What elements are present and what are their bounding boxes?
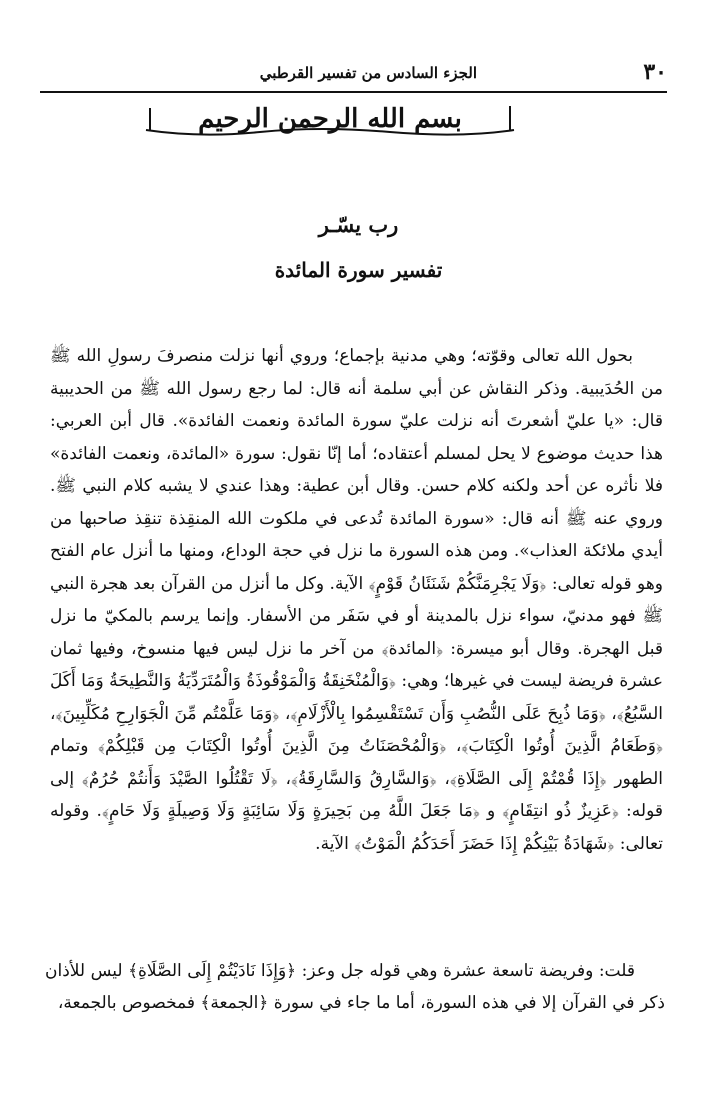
basmala-calligraphy <box>140 100 520 140</box>
note-paragraph: قلت: وفريضة تاسعة عشرة وهي قوله جل وعز: ﴿وَإِذَا نَادَيْتُمْ إِلَى الصَّلَاةِ﴾ ليس للأذان ذكر في القرآن إلا في هذه السورة، أما ما جاء في سورة ﴿الجمعة﴾ فمخصوص بالجمعة، <box>45 961 665 1013</box>
basmala-text: بسم الله الرحمن الرحيم <box>198 104 462 134</box>
surah-title: تفسير سورة المائدة <box>274 258 443 282</box>
running-title: الجزء السادس من تفسير القرطبي <box>259 64 477 82</box>
page-header <box>40 60 667 94</box>
page-number: ٣٠ <box>643 59 667 85</box>
commentary-note <box>45 955 665 1019</box>
main-paragraph: بحول الله تعالى وقوّته؛ وهي مدنية بإجماع؛ وروي أنها نزلت منصرفَ رسولِ الله ﷺ من الحُدَيبية. وذكر النقاش عن أبي سلمة أنه قال: لما رجع رسول الله ﷺ من الحديبية قال: «يا عليّ أشعرتَ أنه نزلت عليّ سورة المائدة ونعمت الفائدة». قال أبن العربي: هذا حديث موضوع لا يحل لمسلم أعتقاده؛ أما إنّا نقول: سورة «المائدة، ونعمت الفائدة» فلا نأثره عن أحد ولكنه كلام حسن. وقال أبن عطية: وهذا عندي لا يشبه كلام النبي ﷺ. وروي عنه ﷺ أنه قال: «سورة المائدة تُدعى في ملكوت الله المنقِذة تنقِذ صاحبها من أيدي ملائكة العذاب». ومن هذه السورة ما نزل في حجة الوداع، ومنها ما أنزل عام الفتح وهو قوله تعالى: ﴿وَلَا يَجْرِمَنَّكُمْ شَنَئَانُ قَوْمٍ﴾ الآية. وكل ما أنزل من القرآن بعد هجرة النبي ﷺ فهو مدنيّ، سواء نزل بالمدينة أو في سَفَر من الأسفار. وإنما يرسم بالمكيّ ما نزل قبل الهجرة. وقال أبو ميسرة: ﴿المائدة﴾ من آخر ما نزل ليس فيها منسوخ، وفيها ثمان عشرة فريضة ليست في غيرها؛ وهي: ﴿وَالْمُنْخَنِقَةُ وَالْمَوْقُوذَةُ وَالْمُتَرَدِّيَةُ وَالنَّطِيحَةُ وَمَا أَكَلَ السَّبُعُ﴾، ﴿وَمَا ذُبِحَ عَلَى النُّصُبِ وَأَن تَسْتَقْسِمُوا بِالْأَزْلَامِ﴾، ﴿وَمَا عَلَّمْتُم مِّنَ الْجَوَارِحِ مُكَلِّبِينَ﴾، ﴿وَطَعَامُ الَّذِينَ أُوتُوا الْكِتَابَ﴾، ﴿وَالْمُحْصَنَاتُ مِنَ الَّذِينَ أُوتُوا الْكِتَابَ مِن قَبْلِكُمْ﴾ وتمام الطهور ﴿إِذَا قُمْتُمْ إِلَى الصَّلَاةِ﴾، ﴿وَالسَّارِقُ وَالسَّارِقَةُ﴾، ﴿لَا تَقْتُلُوا الصَّيْدَ وَأَنتُمْ حُرُمٌ﴾ إلى قوله: ﴿عَزِيزٌ ذُو انتِقَامٍ﴾ و ﴿مَا جَعَلَ اللَّهُ مِن بَحِيرَةٍ وَلَا سَائِبَةٍ وَلَا وَصِيلَةٍ وَلَا حَامٍ﴾. وقوله تعالى: ﴿شَهَادَةُ بَيْنِكُمْ إِذَا حَضَرَ أَحَدَكُمُ الْمَوْتُ﴾ الآية. <box>50 346 663 854</box>
invocation-heading: رب يسّـر <box>318 212 399 237</box>
main-text <box>50 340 663 860</box>
header-rule <box>40 91 667 93</box>
